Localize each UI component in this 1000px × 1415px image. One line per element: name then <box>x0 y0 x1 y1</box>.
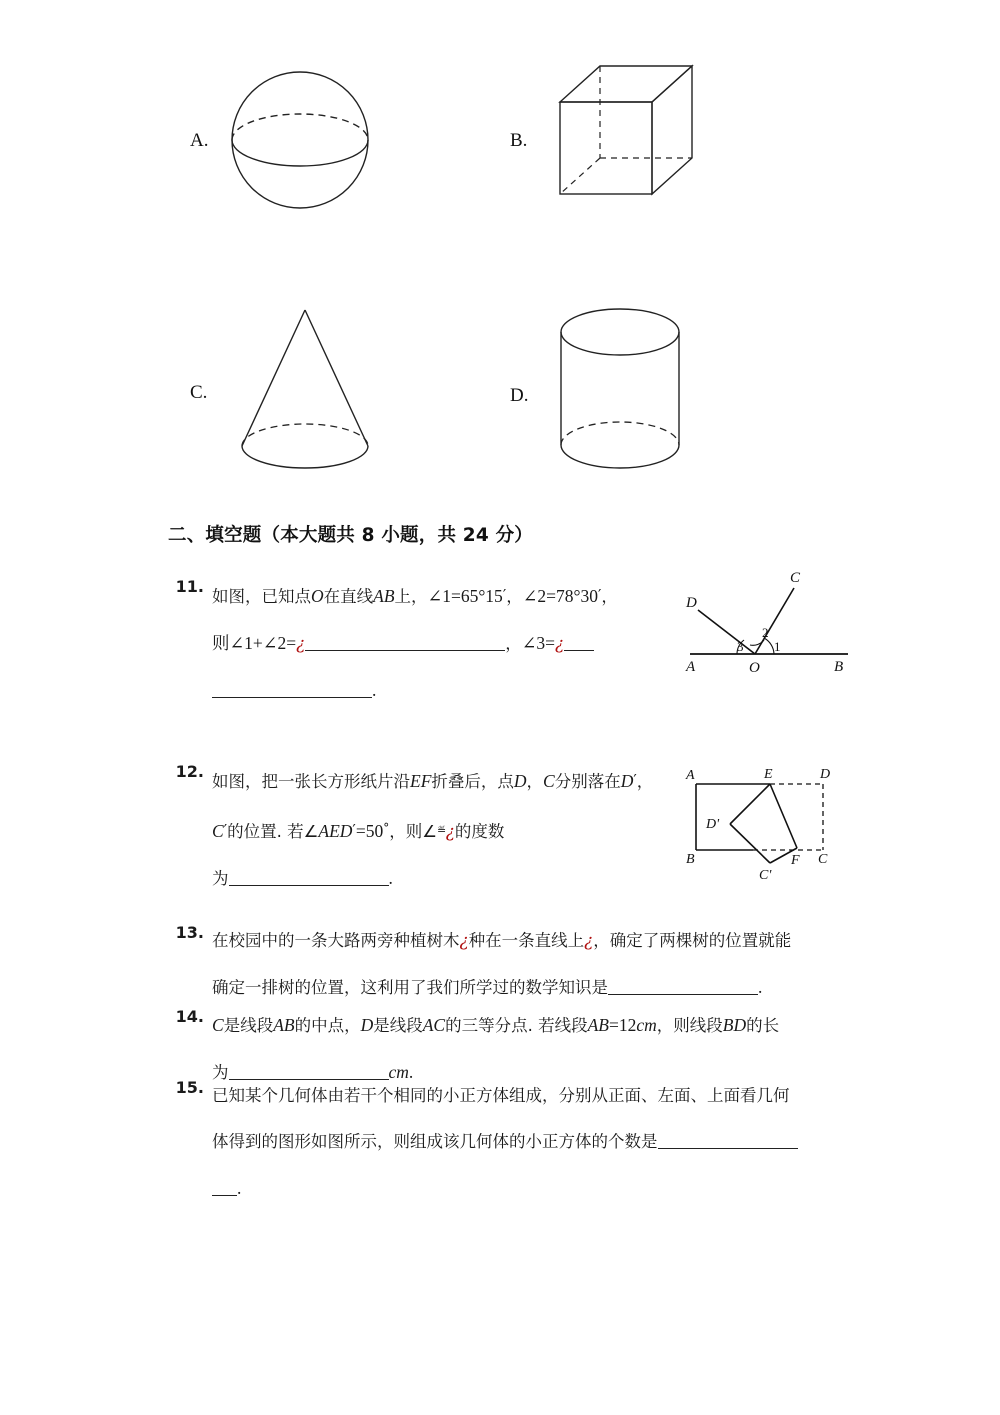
q12-t7: ，则∠ <box>389 822 437 841</box>
figure-q12-label-F: F <box>791 853 800 868</box>
answer-blank-11c[interactable] <box>212 682 372 698</box>
question-12-number: 12. <box>175 762 204 781</box>
q14-t5: ，则线段 <box>656 1016 723 1035</box>
q14-t3: 是线段 <box>373 1016 423 1035</box>
q13-error-marker-2: ¿ <box>584 931 594 951</box>
question-15-line-2 <box>212 1119 888 1165</box>
q11-t5: ， <box>601 587 618 606</box>
q14-value: =12 <box>608 1015 637 1035</box>
q14-var-AC: AC <box>422 1015 446 1035</box>
q12-t4: 分别落在 <box>554 772 621 791</box>
question-15-number: 15. <box>175 1078 204 1097</box>
question-15 <box>168 1073 888 1212</box>
q12-t8: 的度数 <box>454 822 505 841</box>
figure-question-11 <box>682 566 857 676</box>
q12-period: . <box>388 868 393 888</box>
q12-prime2: ′ <box>223 821 228 839</box>
question-13 <box>168 918 868 1011</box>
q12-var-Cp: C <box>212 821 224 841</box>
q12-t2: 折叠后，点 <box>431 772 514 791</box>
question-12-line-1 <box>212 757 698 805</box>
answer-blank-11b[interactable] <box>564 635 594 651</box>
option-b-cube[interactable] <box>510 50 715 230</box>
question-11-number: 11. <box>175 577 204 596</box>
q14-var-AB2: AB <box>587 1015 609 1035</box>
option-d-cylinder[interactable] <box>510 300 710 490</box>
answer-blank-11a[interactable] <box>305 635 505 651</box>
q13-t2: 种在一条直线上 <box>468 931 585 950</box>
angle-diagram <box>682 566 857 676</box>
option-a-sphere[interactable] <box>190 50 380 230</box>
folded-rectangle-diagram <box>678 762 850 882</box>
q15-period: . <box>237 1178 242 1198</box>
q12-error-marker: ¿ <box>445 822 455 842</box>
q11-t1: 如图，已知点 <box>212 587 311 606</box>
figure-q12-label-A: A <box>686 768 695 783</box>
question-12 <box>168 757 698 902</box>
figure-q11-label-1: 1 <box>774 639 781 654</box>
q12-t9: 为 <box>212 869 229 888</box>
q14-var-AB: AB <box>273 1015 295 1035</box>
q11-t2: 在直线 <box>323 587 374 606</box>
q11-prime1: ′ <box>502 586 507 604</box>
q11-prime2: ′ <box>598 586 602 604</box>
question-11-line-3 <box>212 667 698 714</box>
q12-t3: ， <box>526 772 544 791</box>
q13-t1: 在校园中的一条大路两旁种植树木 <box>212 931 460 950</box>
option-c-cone[interactable] <box>190 300 390 485</box>
sphere-icon <box>220 50 380 230</box>
q11-error-marker-2: ¿ <box>555 634 565 654</box>
q12-t6: 的位置. 若∠ <box>227 822 319 841</box>
option-a-label: A. <box>190 129 209 151</box>
q13-t3: ，确定了两棵树的位置就能 <box>593 931 792 950</box>
figure-q11-label-3: 3 <box>737 639 744 654</box>
q12-prime1: ′ <box>633 771 637 789</box>
q12-var-D: D <box>513 771 527 791</box>
q12-value: =50 <box>355 821 384 841</box>
question-13-number: 13. <box>175 923 204 942</box>
q14-unit-2: cm <box>388 1062 409 1082</box>
q11-t6: ， <box>505 634 522 653</box>
q12-t1: 如图，把一张长方形纸片沿 <box>212 772 410 791</box>
q14-t1: 是线段 <box>223 1016 274 1035</box>
q14-t6: 的长 <box>746 1016 780 1035</box>
question-11-line-2 <box>212 620 698 667</box>
q14-t4: 的三等分点. 若线段 <box>445 1016 588 1035</box>
question-15-line-3 <box>212 1165 888 1212</box>
figure-q12-label-Dprime: D' <box>706 817 720 832</box>
figure-q11-label-2: 2 <box>762 625 769 640</box>
question-11-line-1 <box>212 572 698 620</box>
option-c-label: C. <box>190 382 208 403</box>
q11-angle2: ∠2=78°30 <box>522 586 598 606</box>
q12-var-EF: EF <box>410 771 432 791</box>
figure-question-12 <box>678 762 850 882</box>
cube-icon <box>540 50 715 230</box>
figure-q12-label-C: C <box>818 852 828 867</box>
section-heading: 二、填空题（本大题共 8 小题，共 24 分） <box>168 525 533 546</box>
cone-icon <box>220 300 390 485</box>
figure-q11-label-C: C <box>790 570 801 586</box>
q11-period: . <box>372 680 377 700</box>
q11-expr1: 则∠1+∠2= <box>212 633 297 653</box>
figure-q11-label-O: O <box>749 660 760 676</box>
choice-figure-grid <box>190 40 810 500</box>
question-11 <box>168 572 698 714</box>
q12-defeq-glyph: ≝ <box>437 824 446 837</box>
q11-t4: ， <box>506 587 523 606</box>
q14-unit-1: cm <box>636 1015 657 1035</box>
q15-t1: 已知某个几何体由若干个相同的小正方体组成，分别从正面、左面、上面看几何 <box>212 1086 790 1105</box>
q11-t3: 上， <box>394 587 428 606</box>
q12-var-C: C <box>543 771 555 791</box>
figure-q12-label-Cprime: C' <box>759 868 772 882</box>
cylinder-icon <box>540 300 710 490</box>
question-15-line-1 <box>212 1073 888 1119</box>
figure-q11-label-A: A <box>686 659 696 675</box>
q13-t4: 确定一排树的位置，这利用了我们所学过的数学知识是 <box>212 978 608 997</box>
figure-q12-label-B: B <box>686 852 695 867</box>
q11-var-AB: AB <box>373 586 395 606</box>
figure-q11-label-B: B <box>834 659 844 675</box>
question-12-line-2 <box>212 805 698 855</box>
q12-prime3: ′ <box>352 821 356 839</box>
q14-t2: 的中点， <box>294 1016 361 1035</box>
question-13-line-1 <box>212 918 868 964</box>
answer-blank-13[interactable] <box>608 979 758 995</box>
q12-var-Dp: D <box>620 771 634 791</box>
option-d-label: D. <box>510 384 529 406</box>
figure-q12-label-E: E <box>764 767 773 782</box>
q14-period: . <box>408 1062 414 1082</box>
q14-var-BD: BD <box>722 1015 747 1035</box>
q11-expr2: ∠3= <box>521 633 555 653</box>
option-b-label: B. <box>510 129 528 151</box>
question-12-line-3 <box>212 855 698 902</box>
q14-var-C: C <box>212 1015 224 1035</box>
q14-var-D: D <box>360 1015 374 1035</box>
q11-var-O: O <box>311 586 324 606</box>
question-14-line-1 <box>212 1002 868 1049</box>
q12-var-AED: AED <box>318 821 353 841</box>
q13-period: . <box>758 977 763 997</box>
answer-blank-15a[interactable] <box>658 1133 798 1149</box>
q11-error-marker-1: ¿ <box>296 634 306 654</box>
question-14-number: 14. <box>175 1007 204 1026</box>
q11-angle1: ∠1=65°15 <box>427 586 503 606</box>
q14-t7: 为 <box>212 1063 229 1082</box>
figure-q11-label-D: D <box>686 595 697 611</box>
q15-t2: 体得到的图形如图所示，则组成该几何体的小正方体的个数是 <box>212 1132 658 1151</box>
answer-blank-12[interactable] <box>229 870 389 886</box>
q13-error-marker-1: ¿ <box>459 931 469 951</box>
answer-blank-15b[interactable] <box>212 1180 237 1196</box>
figure-q12-label-D: D <box>820 767 831 782</box>
q12-t5: ， <box>636 772 654 791</box>
q12-degree: ° <box>383 821 390 835</box>
